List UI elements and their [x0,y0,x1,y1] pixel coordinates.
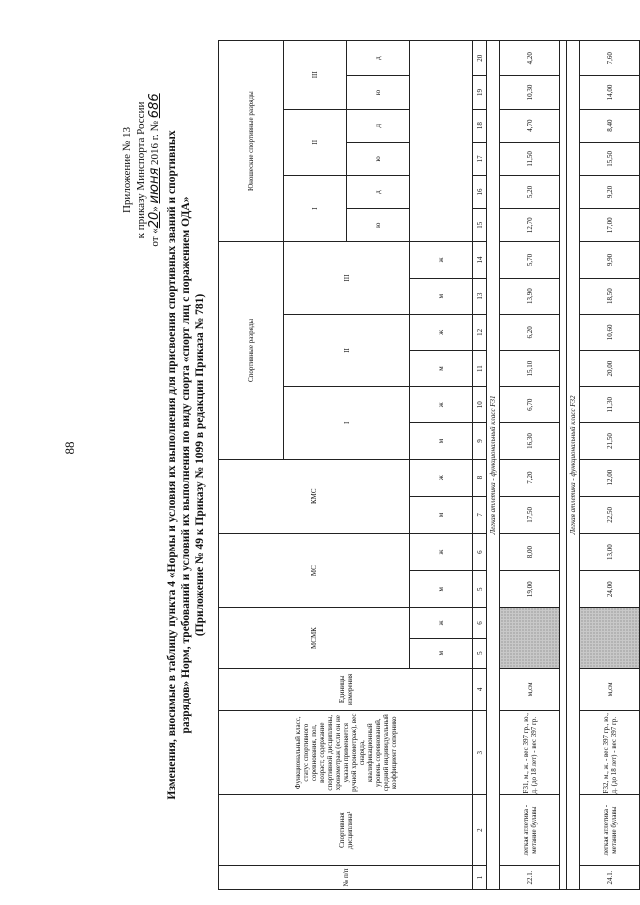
value-y1-d: 9,20 [580,175,640,208]
appendix-day: 20 [147,211,162,229]
value-ms-m: 24,00 [580,571,640,608]
document-title [165,40,207,890]
value-r2-m: 20,00 [580,350,640,386]
value-r3-zh: 5,70 [500,242,560,278]
appendix-number: 686 [147,93,162,119]
col-num: 12 [473,314,487,350]
col-num: 1 [473,865,487,889]
youth-2-d: д [347,109,410,142]
value-y2-yu: 11,50 [500,142,560,175]
norms-table [218,40,640,890]
youth-3-yu: ю [347,76,410,109]
value-r2-m: 15,10 [500,350,560,386]
row-number: 22.1. [500,865,560,889]
row-discipline: легкая атлетика - метание булавы [500,795,560,865]
appendix-line-2: к приказу Минспорта России [135,101,147,239]
separator [560,41,567,890]
rank2-m: м [410,350,473,386]
value-y3-d: 4,20 [500,41,560,76]
value-y3-yu: 14,00 [580,76,640,109]
col-num: 6 [473,608,487,638]
value-ms-m: 19,00 [500,571,560,608]
youth-rank-2: II [284,109,347,175]
kms-zh: ж [410,459,473,496]
youth-3-d: д [347,41,410,76]
header-row [219,41,284,890]
value-r1-zh: 6,70 [500,387,560,423]
rank3-m: м [410,278,473,314]
header-youth-ranks: Юношеские спортивные разряды [219,41,284,242]
row-description: F32, м., ж. - вес 397 гр., ю., д. (до 18 лет) - вес 397 гр. [580,710,640,794]
col-num: 20 [473,41,487,76]
column-number-row [473,41,487,890]
msmk-zh: ж [410,608,473,638]
value-r2-zh: 6,20 [500,314,560,350]
value-kms-zh: 12,00 [580,459,640,496]
value-y2-yu: 15,50 [580,142,640,175]
col-num: 5 [473,638,487,668]
header-num: № п/п [219,865,473,889]
rank1-m: м [410,423,473,459]
title-line-3: (Приложение № 49 к Приказу № 1099 в редакции Приказа № 781) [194,293,206,637]
col-num: 2 [473,795,487,865]
value-r3-zh: 9,90 [580,242,640,278]
col-num: 15 [473,209,487,242]
col-num: 13 [473,278,487,314]
youth-rank-1: I [284,175,347,241]
value-r3-m: 13,90 [500,278,560,314]
col-num: 5 [473,571,487,608]
msmk-empty-shaded [500,608,560,668]
value-y1-yu: 17,00 [580,209,640,242]
table-row [500,41,560,890]
document-page [40,40,618,890]
header-unit: Единицы измерения [219,668,473,710]
col-num: 3 [473,710,487,794]
col-num: 8 [473,459,487,496]
rank2-zh: ж [410,314,473,350]
value-kms-zh: 7,20 [500,459,560,496]
title-line-1: Изменения, вносимые в таблицу пункта 4 «Нормы и условия их выполнения для присвоения спортивных званий и спортивных [166,130,178,800]
sport-rank-3: III [284,242,410,314]
youth-1-d: д [347,175,410,208]
value-y1-d: 5,20 [500,175,560,208]
appendix-month: июня [147,167,162,204]
col-num: 16 [473,175,487,208]
section-heading-f31: Легкая атлетика - функциональный класс F31 [487,41,500,890]
table-row [580,41,640,890]
appendix-line-3: от «20» июня 2016 г. № 686 [147,93,162,247]
ms-m: м [410,571,473,608]
youth-rank-3: III [284,41,347,110]
value-y3-d: 7,60 [580,41,640,76]
value-y1-yu: 12,70 [500,209,560,242]
header-kms: КМС [219,459,410,533]
youth-2-yu: ю [347,142,410,175]
col-num: 9 [473,423,487,459]
value-ms-zh: 8,00 [500,533,560,570]
value-y2-d: 4,70 [500,109,560,142]
appendix-reference [120,40,162,300]
msmk-m: м [410,638,473,668]
youth-gender-spacer [410,41,473,242]
rank3-zh: ж [410,242,473,278]
value-r3-m: 18,50 [580,278,640,314]
value-y3-yu: 10,30 [500,76,560,109]
value-ms-zh: 13,00 [580,533,640,570]
row-discipline: легкая атлетика - метание булавы [580,795,640,865]
col-num: 18 [473,109,487,142]
header-func-class: Функциональный класс, статус спортивного соревнования, пол, возраст, содержание спортивной дисциплины, хронометраж (если он не указан применяется ручной хронометраж), вес снаряда, квалификационный уровень соревнований, средний индивидуальный коэффициент сопернико [219,710,473,794]
row-description: F31, м., ж. - вес 397 гр., ю., д. (до 18 лет) - вес 397 гр. [500,710,560,794]
col-num: 14 [473,242,487,278]
msmk-empty-shaded [580,608,640,668]
value-kms-m: 17,50 [500,496,560,533]
value-r2-zh: 10,60 [580,314,640,350]
value-r1-zh: 11,30 [580,387,640,423]
rank1-zh: ж [410,387,473,423]
header-sport-ranks: Спортивные разряды [219,242,284,459]
section-heading-row [487,41,500,890]
col-num: 19 [473,76,487,109]
row-number: 24.1. [580,865,640,889]
sport-rank-1: I [284,387,410,459]
value-y2-d: 8,40 [580,109,640,142]
ms-zh: ж [410,533,473,570]
youth-1-yu: ю [347,209,410,242]
value-kms-m: 22,50 [580,496,640,533]
col-num: 11 [473,350,487,386]
header-ms: МС [219,533,410,607]
title-line-2: разрядов» Норм, требований и условий их выполнения по виду спорта «спорт лиц с поражением ОДА» [180,196,192,734]
page-number: 88 [62,441,77,455]
row-unit: м,см [500,668,560,710]
value-r1-m: 16,30 [500,423,560,459]
col-num: 17 [473,142,487,175]
sport-rank-2: II [284,314,410,386]
row-unit: м,см [580,668,640,710]
col-num: 4 [473,668,487,710]
col-num: 6 [473,533,487,570]
section-heading-row [567,41,580,890]
kms-m: м [410,496,473,533]
appendix-line-1: Приложение № 13 [121,126,133,214]
value-r1-m: 21,50 [580,423,640,459]
separator-row [560,41,567,890]
col-num: 7 [473,496,487,533]
col-num: 10 [473,387,487,423]
header-msmk: МСМК [219,608,410,668]
section-heading-f32: Легкая атлетика - функциональный класс F32 [567,41,580,890]
header-discipline: Спортивная дисциплина¹ [219,795,473,865]
